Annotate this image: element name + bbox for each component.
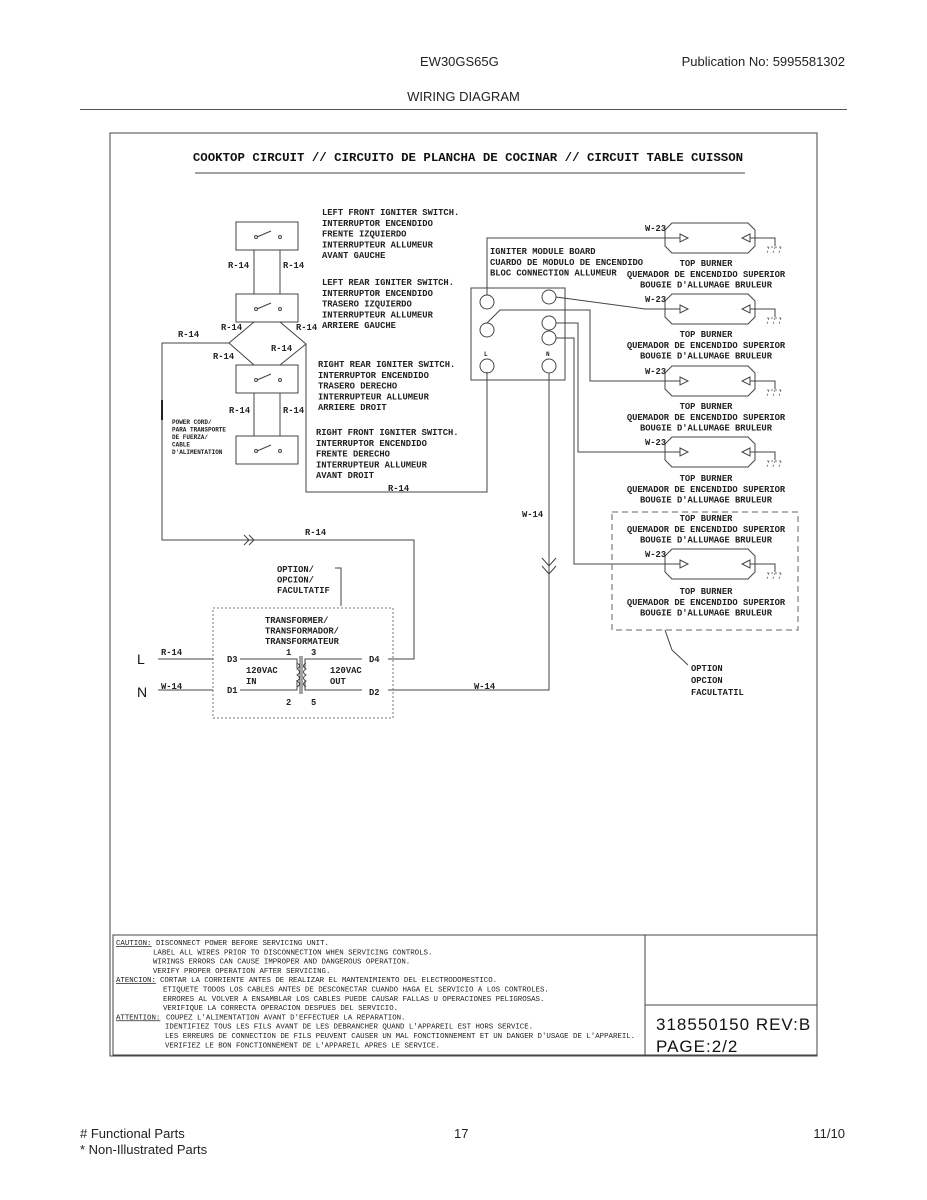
transformer-title: TRANSFORMATEUR xyxy=(265,637,339,647)
power-cord-label: PARA TRANSPORTE xyxy=(172,426,227,434)
w14-wire xyxy=(388,373,549,690)
switch-label: INTERRUPTEUR ALLUMEUR xyxy=(322,240,433,251)
switch-label: INTERRUPTOR ENCENDIDO xyxy=(318,370,429,381)
electrode-icon xyxy=(742,448,750,456)
switch-lever-icon xyxy=(257,231,271,237)
switch-label: INTERRUPTOR ENCENDIDO xyxy=(322,288,433,299)
caution-line: CORTAR LA CORRIENTE ANTES DE REALIZAR EL MANTENIMIENTO DEL ELECTRODOMESTICO. xyxy=(160,977,498,986)
switch-label: AVANT DROIT xyxy=(316,471,375,482)
wire-label-w23: W-23 xyxy=(645,224,667,234)
wire-label-w14: W-14 xyxy=(161,682,183,692)
switch-label: TRASERO DERECHO xyxy=(318,381,398,392)
switch-contact xyxy=(279,236,282,239)
power-cord-label: POWER CORD/ xyxy=(172,419,212,426)
burner-label: QUEMADOR DE ENCENDIDO SUPERIOR xyxy=(626,269,786,280)
caution-line: VERIFIEZ LE BON FONCTIONNEMENT DE L'APPAREIL APRES LE SERVICE. xyxy=(165,1042,440,1051)
burner-option-label: OPCION xyxy=(691,676,723,686)
wire-label-w23: W-23 xyxy=(645,367,667,377)
caution-line: IDENTIFIEZ TOUS LES FILS AVANT DE LES DEBRANCHER QUAND L'APPAREIL EST HORS SERVICE. xyxy=(165,1023,534,1032)
ground-icon xyxy=(773,461,775,467)
module-terminal xyxy=(542,290,556,304)
caution-heading: CAUTION: xyxy=(116,940,152,948)
switch-label: RIGHT FRONT IGNITER SWITCH. xyxy=(316,428,459,438)
page-indicator: PAGE:2/2 xyxy=(656,1037,739,1056)
wire-label-w23: W-23 xyxy=(645,550,667,560)
switch-label: FRENTE IZQUIERDO xyxy=(322,229,407,240)
pin-3: 3 xyxy=(311,648,317,658)
switch-lever-icon xyxy=(257,303,271,309)
power-cord-label: DE FUERZA/ xyxy=(172,434,209,441)
transformer-title: TRANSFORMADOR/ xyxy=(265,626,339,637)
electrode-icon xyxy=(680,234,688,242)
burner-label: BOUGIE D'ALLUMAGE BRULEUR xyxy=(640,608,772,619)
output-voltage: 120VAC xyxy=(330,666,362,676)
module-terminal xyxy=(542,359,556,373)
line-l-label: L xyxy=(137,651,145,667)
page-number: 17 xyxy=(454,1126,469,1141)
switch-label: INTERRUPTEUR ALLUMEUR xyxy=(316,460,427,471)
ground-wire xyxy=(750,309,775,317)
ground-icon xyxy=(767,318,769,324)
switch-contact xyxy=(279,450,282,453)
wire-label-r14: R-14 xyxy=(228,261,250,271)
ground-icon xyxy=(773,247,775,253)
output-label: OUT xyxy=(330,677,346,687)
burner-label: TOP BURNER xyxy=(679,402,733,412)
transformer-title: TRANSFORMER/ xyxy=(265,616,329,626)
pin-1: 1 xyxy=(286,648,292,658)
burner-label: BOUGIE D'ALLUMAGE BRULEUR xyxy=(640,535,772,546)
igniter-switch-3 xyxy=(236,365,298,393)
caution-line: WIRINGS ERRORS CAN CAUSE IMPROPER AND DANGEROUS OPERATION. xyxy=(153,958,411,967)
terminal-d4: D4 xyxy=(369,655,380,665)
burner-option-label: FACULTATIL xyxy=(691,688,744,698)
switch-label: FRENTE DERECHO xyxy=(316,449,390,460)
switch-label: LEFT FRONT IGNITER SWITCH. xyxy=(322,208,460,218)
burner-label: QUEMADOR DE ENCENDIDO SUPERIOR xyxy=(626,597,786,608)
terminal-n-label: N xyxy=(546,351,550,358)
option-leader xyxy=(665,630,688,665)
transformer-option-label: FACULTATIF xyxy=(277,586,330,596)
terminal-d3: D3 xyxy=(227,655,238,665)
burner-label: QUEMADOR DE ENCENDIDO SUPERIOR xyxy=(626,484,786,495)
wire-label-r14: R-14 xyxy=(305,528,327,538)
diagram-title: COOKTOP CIRCUIT // CIRCUITO DE PLANCHA DE COCINAR // CIRCUIT TABLE CUISSON xyxy=(192,151,744,165)
switch-label: TRASERO IZQUIERDO xyxy=(322,299,412,310)
burner-label: TOP BURNER xyxy=(679,514,733,524)
electrode-icon xyxy=(742,560,750,568)
electrode-icon xyxy=(742,305,750,313)
switch-lever-icon xyxy=(257,374,271,380)
module-terminal xyxy=(480,359,494,373)
ground-wire xyxy=(750,452,775,460)
burner-label: TOP BURNER xyxy=(679,587,733,597)
legend-functional: # Functional Parts xyxy=(80,1126,185,1141)
caution-line: ERRORES AL VOLVER A ENSAMBLAR LOS CABLES PUEDE CAUSAR FALLAS U OPERACIONES PELIGROSAS. xyxy=(163,995,545,1004)
burner-label: QUEMADOR DE ENCENDIDO SUPERIOR xyxy=(626,412,786,423)
module-terminal xyxy=(480,323,494,337)
terminal-d2: D2 xyxy=(369,688,380,698)
ground-icon xyxy=(779,461,781,467)
electrode-icon xyxy=(680,377,688,385)
caution-line: VERIFY PROPER OPERATION AFTER SERVICING. xyxy=(153,967,331,976)
publication-number: Publication No: 5995581302 xyxy=(681,54,845,69)
caution-heading: ATENCION: xyxy=(116,977,156,986)
switch-label: INTERRUPTOR ENCENDIDO xyxy=(316,438,427,449)
caution-line: LES ERREURS DE CONNECTION DE FILS PEUVENT CAUSER UN MAL FONCTIONNEMENT ET UN DANGER D'USAGE DE L'APPAREIL. xyxy=(165,1033,636,1041)
ground-wire xyxy=(750,238,775,246)
ground-icon xyxy=(779,390,781,396)
diagram-text xyxy=(116,151,811,1056)
ground-wire xyxy=(750,564,775,572)
burner-label: QUEMADOR DE ENCENDIDO SUPERIOR xyxy=(626,524,786,535)
burner-label: TOP BURNER xyxy=(679,330,733,340)
igniter-switch-2 xyxy=(236,294,298,322)
ground-icon xyxy=(773,390,775,396)
power-cord-label: CABLE xyxy=(172,441,191,449)
burner-option-label: OPTION xyxy=(691,664,723,674)
burner-label: BOUGIE D'ALLUMAGE BRULEUR xyxy=(640,351,772,362)
switch-label: LEFT REAR IGNITER SWITCH. xyxy=(322,278,454,288)
caution-line: ETIQUETE TODOS LOS CABLES ANTES DE DESCONECTAR CUANDO HAGA EL SERVICIO A LOS CONTROLES. xyxy=(163,986,549,995)
legend-non-illustrated: * Non-Illustrated Parts xyxy=(80,1142,208,1157)
ground-icon xyxy=(767,390,769,396)
electrode-icon xyxy=(680,305,688,313)
pin-5: 5 xyxy=(311,698,317,708)
terminal-l-label: L xyxy=(484,351,488,358)
ground-wire xyxy=(750,381,775,389)
ground-icon xyxy=(767,247,769,253)
burner-label: BOUGIE D'ALLUMAGE BRULEUR xyxy=(640,495,772,506)
caution-line: COUPEZ L'ALIMENTATION AVANT D'EFFECTUER LA REPARATION. xyxy=(166,1014,406,1023)
wire-label-r14: R-14 xyxy=(283,261,305,271)
wire-label-r14: R-14 xyxy=(271,344,293,354)
input-voltage: 120VAC xyxy=(246,666,278,676)
ground-icon xyxy=(779,247,781,253)
switch-contact xyxy=(279,379,282,382)
burner-label: QUEMADOR DE ENCENDIDO SUPERIOR xyxy=(626,340,786,351)
wire-label-w14: W-14 xyxy=(474,682,496,692)
power-cord-label: D'ALIMENTATION xyxy=(172,449,223,456)
line-n-label: N xyxy=(137,684,148,700)
wire-label-r14: R-14 xyxy=(221,323,243,333)
switch-label: ARRIERE DROIT xyxy=(318,403,387,414)
switch-lever-icon xyxy=(257,445,271,451)
ground-icon xyxy=(773,318,775,324)
burner-label: BOUGIE D'ALLUMAGE BRULEUR xyxy=(640,423,772,434)
module-label: BLOC CONNECTION ALLUMEUR xyxy=(490,268,617,279)
module-terminal xyxy=(542,331,556,345)
caution-line: LABEL ALL WIRES PRIOR TO DISCONNECTION WHEN SERVICING CONTROLS. xyxy=(153,949,433,958)
module-label: IGNITER MODULE BOARD xyxy=(490,247,596,257)
wire-label-r14: R-14 xyxy=(283,406,305,416)
switch-label: INTERRUPTOR ENCENDIDO xyxy=(322,218,433,229)
wire-label-r14: R-14 xyxy=(161,648,183,658)
module-label: CUARDO DE MODULO DE ENCENDIDO xyxy=(490,257,644,268)
switch-label: AVANT GAUCHE xyxy=(322,251,386,262)
ground-icon xyxy=(767,461,769,467)
wire-label-r14: R-14 xyxy=(178,330,200,340)
page-title: WIRING DIAGRAM xyxy=(407,89,520,104)
electrode-icon xyxy=(742,234,750,242)
ground-icon xyxy=(767,573,769,579)
wire-label-w14: W-14 xyxy=(522,510,544,520)
wire-label-r14: R-14 xyxy=(229,406,251,416)
switch-label: INTERRUPTEUR ALLUMEUR xyxy=(322,310,433,321)
igniter-switch-4 xyxy=(236,436,298,464)
electrode-icon xyxy=(680,560,688,568)
wire-label-r14: R-14 xyxy=(213,352,235,362)
transformer-option-label: OPTION/ xyxy=(277,565,314,575)
wire-label-w23: W-23 xyxy=(645,295,667,305)
switch-label: RIGHT REAR IGNITER SWITCH. xyxy=(318,360,456,370)
burner-label: TOP BURNER xyxy=(679,474,733,484)
footer-date: 11/10 xyxy=(813,1126,845,1141)
igniter-module-board xyxy=(471,288,565,380)
caution-line: DISCONNECT POWER BEFORE SERVICING UNIT. xyxy=(156,940,329,948)
burner-label: TOP BURNER xyxy=(679,259,733,269)
electrode-icon xyxy=(680,448,688,456)
igniter-switch-1 xyxy=(236,222,298,250)
input-label: IN xyxy=(246,677,257,687)
switch-contact xyxy=(279,308,282,311)
ground-icon xyxy=(779,573,781,579)
caution-line: VERIFIQUE LA CORRECTA OPERACION DESPUES DEL SERVICIO. xyxy=(163,1005,399,1014)
module-terminal xyxy=(542,316,556,330)
burner-label: BOUGIE D'ALLUMAGE BRULEUR xyxy=(640,280,772,291)
transformer-option-label: OPCION/ xyxy=(277,575,314,586)
option-bracket xyxy=(335,568,341,606)
switch-label: ARRIERE GAUCHE xyxy=(322,321,396,332)
part-revision: 318550150 REV:B xyxy=(656,1015,812,1034)
electrode-icon xyxy=(742,377,750,385)
pin-2: 2 xyxy=(286,698,292,708)
module-terminal xyxy=(480,295,494,309)
wire-label-w23: W-23 xyxy=(645,438,667,448)
ground-icon xyxy=(779,318,781,324)
wire-label-r14: R-14 xyxy=(296,323,318,333)
ground-icon xyxy=(773,573,775,579)
terminal-d1: D1 xyxy=(227,686,238,696)
model-number: EW30GS65G xyxy=(420,54,499,69)
wire-label-r14: R-14 xyxy=(388,484,410,494)
switch-label: INTERRUPTEUR ALLUMEUR xyxy=(318,392,429,403)
caution-heading: ATTENTION: xyxy=(116,1014,161,1023)
footer-legend xyxy=(80,1126,207,1158)
